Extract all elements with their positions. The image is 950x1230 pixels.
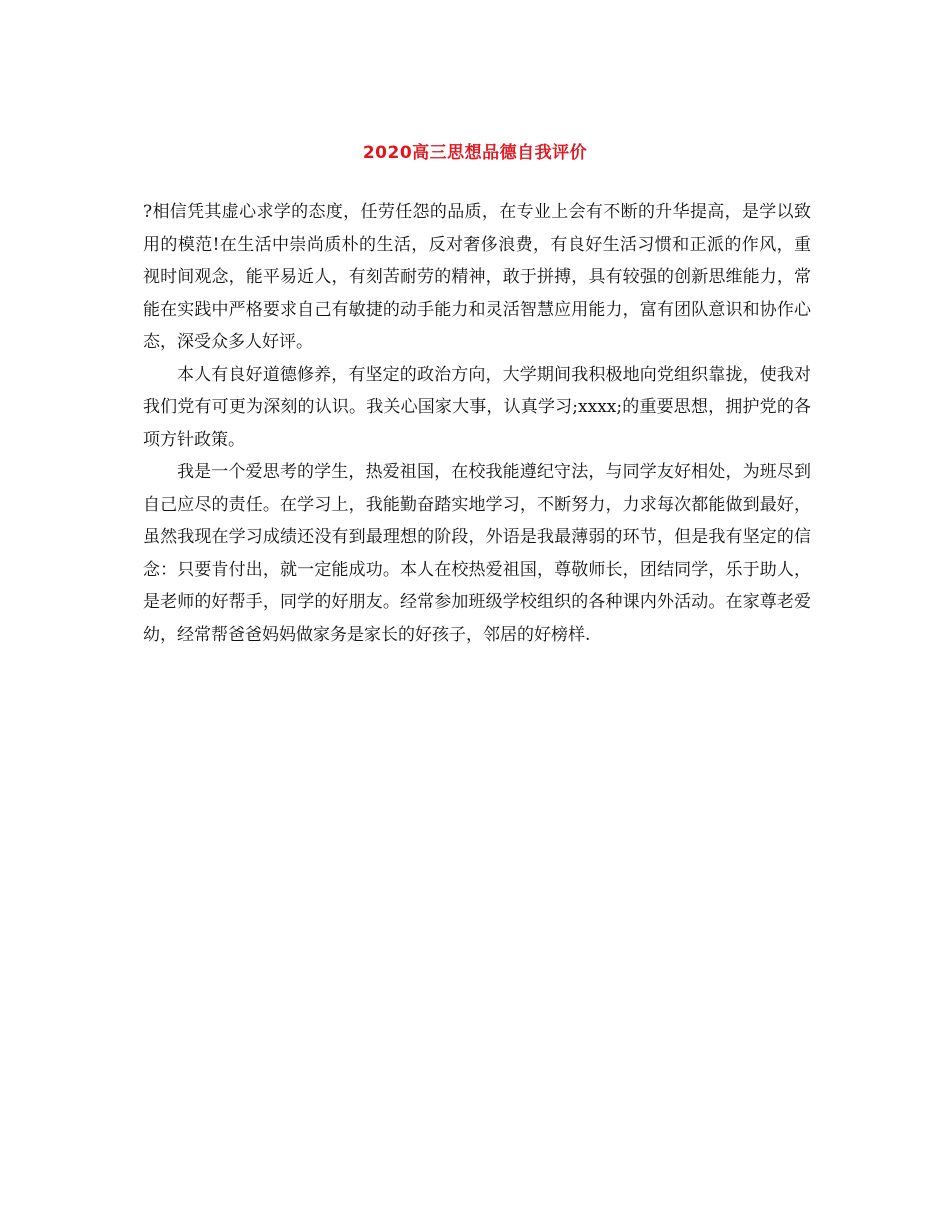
document-title: 2020高三思想品德自我评价 <box>362 143 588 163</box>
document-body <box>143 196 811 651</box>
paragraph-1: ?相信凭其虚心求学的态度，任劳任怨的品质，在专业上会有不断的升华提高，是学以致用的模范!在生活中崇尚质朴的生活，反对奢侈浪费，有良好生活习惯和正派的作风，重视时间观念，能平易近人，有刻苦耐劳的精神，敢于拼搏，具有较强的创新思维能力，常能在实践中严格要求自己有敏捷的动手能力和灵活智慧应用能力，富有团队意识和协作心态，深受众多人好评。 <box>143 202 811 352</box>
paragraph-3: 我是一个爱思考的学生，热爱祖国，在校我能遵纪守法，与同学友好相处，为班尽到自己应尽的责任。在学习上，我能勤奋踏实地学习，不断努力，力求每次都能做到最好，虽然我现在学习成绩还没有到最理想的阶段，外语是我最薄弱的环节，但是我有坚定的信念：只要肯付出，就一定能成功。本人在校热爱祖国，尊敬师长，团结同学，乐于助人，是老师的好帮手，同学的好朋友。经常参加班级学校组织的各种课内外活动。在家尊老爱幼，经常帮爸爸妈妈做家务是家长的好孩子，邻居的好榜样. <box>143 462 811 645</box>
paragraph-2: 本人有良好道德修养，有坚定的政治方向，大学期间我积极地向党组织靠拢，使我对我们党有可更为深刻的认识。我关心国家大事，认真学习;xxxx;的重要思想，拥护党的各项方针政策。 <box>143 364 811 450</box>
